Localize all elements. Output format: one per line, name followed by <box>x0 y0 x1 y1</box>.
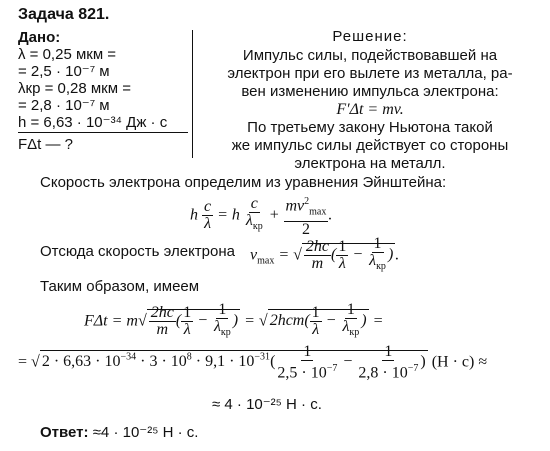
result-line: ≈ 4 · 10⁻²⁵ Н · с. <box>212 396 322 413</box>
solution-header: Решение: <box>332 28 408 45</box>
solution-line: вен изменению импульса электрона: <box>241 83 499 100</box>
answer-line <box>40 423 198 441</box>
given-block <box>18 29 167 131</box>
einstein-intro: Скорость электрона определим из уравнения Эйнштейна: <box>40 174 447 191</box>
problem-title: Задача 821. <box>18 6 110 23</box>
thus-intro: Таким образом, имеем <box>40 278 200 295</box>
given-line: = 2,5 · 10⁻⁷ м <box>18 63 110 80</box>
find-line: FΔt — ? <box>18 136 74 153</box>
solution-line: По третьему закону Ньютона такой <box>247 119 493 136</box>
given-line: λкр = 0,28 мкм = <box>18 80 131 97</box>
given-line: λ = 0,25 мкм = <box>18 46 117 63</box>
impulse-equation: FΔt = m√ $\frac{2hc}{m}$ ( $\frac{1}{\lambda}$ − $\frac{1}{\lambda_{кр}}$ ) = √ 2hcm( $\frac{1}{\lambda}$ − $\frac{1}{\lambda_{кр}}$ ) = <box>84 301 384 339</box>
velocity-equation: $v_{max}$ = √ $\frac{2hc}{m}$ ( $\frac{1}{\lambda}$ − $\frac{1}{\lambda_{кр}}$ ) . <box>250 235 400 273</box>
answer-value: ≈4 · 10⁻²⁵ Н · с. <box>92 424 199 441</box>
solution-line: Импульс силы, подействовавшей на <box>242 47 498 64</box>
equation-momentum: F′Δt = mv. <box>336 101 404 118</box>
numeric-equation: = √ $2 \cdot 6,63 \cdot 10^{-34} \cdot 3 \cdot 10^8 \cdot 9,1 \cdot 10^{-31}$( $\frac{1}{2,5 \cdot 10^{-7}}$ − $\frac{1}{2,8 \cdot 10^{-7}}$ ) (Н · с) ≈ <box>18 343 488 382</box>
solution-line: электрона на металл. <box>294 155 446 172</box>
solution-line: электрон при его вылете из металла, ра- <box>227 65 513 82</box>
velocity-intro: Отсюда скорость электрона <box>40 243 235 260</box>
einstein-equation: h $\frac{c}{\lambda}$ = h $\frac{c}{\lambda_{кр}}$ + $\frac{mv^2_{max}}{2}$ . <box>190 195 333 238</box>
answer-label: Ответ: <box>40 424 89 441</box>
given-line: = 2,8 · 10⁻⁷ м <box>18 97 110 114</box>
given-divider <box>18 132 188 133</box>
given-line: h = 6,63 · 10⁻³⁴ Дж · с <box>18 114 168 131</box>
vertical-divider <box>192 30 193 158</box>
solution-line: же импульс силы действует со стороны <box>231 137 509 154</box>
given-header: Дано: <box>18 29 61 46</box>
